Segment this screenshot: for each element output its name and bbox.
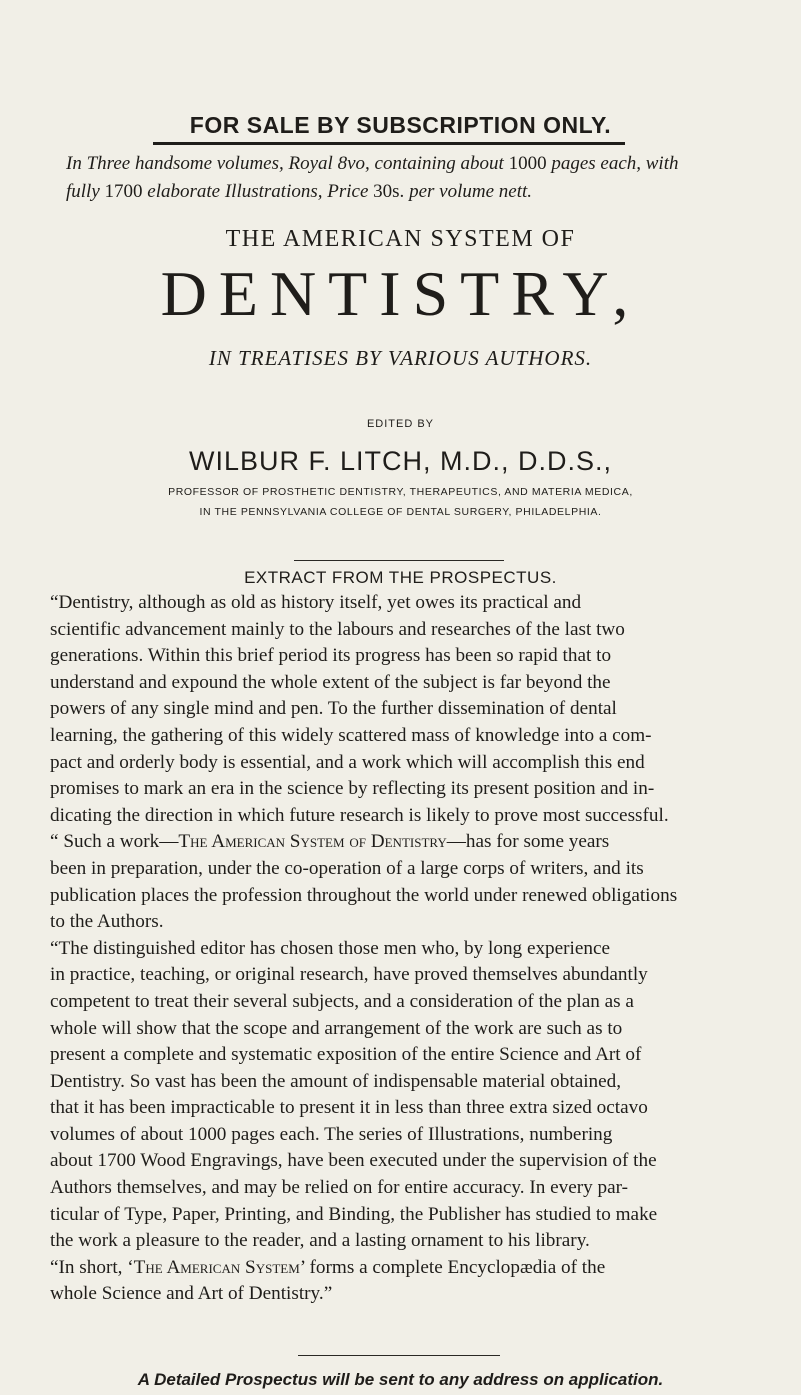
text-line: ticular of Type, Paper, Printing, and Binding, the Publisher has studied to make [50, 1203, 658, 1225]
text-line: dicating the direction in which future research is likely to prove most successful. [50, 804, 669, 826]
book-title: DENTISTRY, [160, 258, 641, 329]
text-line [50, 1255, 750, 1282]
editor-credential-2: IN THE PENNSYLVANIA COLLEGE OF DENTAL SURGERY, PHILADELPHIA. [199, 506, 602, 518]
page-heading: FOR SALE BY SUBSCRIPTION ONLY. [189, 112, 612, 138]
text-line: about 1700 Wood Engravings, have been executed under the supervision of the [50, 1150, 657, 1172]
text-line: understand and expound the whole extent of the subject is far beyond the [50, 671, 611, 693]
text-line: “Dentistry, although as old as history itself, yet owes its practical and [50, 592, 582, 613]
intro-description [66, 150, 756, 206]
footer-divider [298, 1355, 500, 1356]
text-line: learning, the gathering of this widely scattered mass of knowledge into a com- [50, 724, 652, 746]
book-name-smallcaps: The American System [133, 1256, 300, 1278]
text-span: “ Such a work— [50, 831, 179, 853]
text-line: the work a pleasure to the reader, and a lasting ornament to his library. [50, 1230, 590, 1252]
text-line: that it has been impracticable to present it in less than three extra sized octavo [50, 1097, 648, 1119]
text-line: Authors themselves, and may be relied on for entire accuracy. In every par- [50, 1177, 629, 1199]
intro-text: fully [66, 181, 105, 202]
text-line: publication places the profession throughout the world under renewed obligations [50, 884, 678, 906]
book-name-smallcaps: The American System of Dentistry [178, 831, 447, 853]
intro-text: per volume nett. [404, 181, 532, 202]
text-line: in practice, teaching, or original research, have proved themselves abundantly [50, 964, 648, 986]
text-line: generations. Within this brief period its progress has been so rapid that to [50, 645, 612, 667]
intro-text: In Three handsome volumes, Royal 8vo, containing about [66, 153, 509, 174]
intro-text: elaborate Illustrations, Price [142, 181, 374, 202]
editor-name: WILBUR F. LITCH, M.D., D.D.S., [188, 446, 613, 476]
intro-line-2 [66, 178, 756, 206]
text-line: volumes of about 1000 pages each. The series of Illustrations, numbering [50, 1123, 613, 1145]
text-line: Dentistry. So vast has been the amount of indispensable material obtained, [50, 1070, 622, 1092]
text-line: present a complete and systematic exposition of the entire Science and Art of [50, 1044, 642, 1066]
book-subtitle: THE AMERICAN SYSTEM OF [225, 226, 576, 252]
price: 30s. [373, 181, 405, 202]
paragraph-3 [50, 936, 750, 1255]
text-line: powers of any single mind and pen. To the further dissemination of dental [50, 698, 617, 720]
text-line: competent to treat their several subjects, and a consideration of the plan as a [50, 990, 634, 1012]
page-count: 1000 [508, 153, 547, 174]
text-line: to the Authors. [50, 911, 164, 933]
text-span: ’ forms a complete Encyclopædia of the [299, 1256, 606, 1278]
text-line: been in preparation, under the co-operation of a large corps of writers, and its [50, 857, 644, 879]
text-line: scientific advancement mainly to the labours and researches of the last two [50, 618, 625, 640]
footer-note: A Detailed Prospectus will be sent to any address on application. [137, 1370, 664, 1389]
text-span: —has for some years [446, 831, 610, 853]
text-line: whole Science and Art of Dentistry.” [50, 1283, 333, 1305]
paragraph-2 [50, 829, 750, 935]
heading-rule [153, 142, 625, 145]
section-divider [294, 560, 504, 561]
intro-text: pages each, with [546, 153, 679, 174]
text-line [50, 829, 750, 856]
treatise-line: IN TREATISES BY VARIOUS AUTHORS. [208, 346, 593, 370]
paragraph-1 [50, 590, 750, 829]
illustration-count: 1700 [104, 181, 143, 202]
paragraph-4 [50, 1255, 750, 1308]
editor-credential-1: PROFESSOR OF PROSTHETIC DENTISTRY, THERAPEUTICS, AND MATERIA MEDICA, [168, 486, 633, 498]
prospectus-extract [50, 590, 750, 1308]
text-line: pact and orderly body is essential, and a work which will accomplish this end [50, 751, 645, 773]
text-line: “The distinguished editor has chosen those men who, by long experience [50, 937, 611, 959]
text-line: promises to mark an era in the science by reflecting its present position and in- [50, 778, 655, 800]
text-span: “In short, ‘ [50, 1256, 134, 1278]
intro-line-1 [66, 150, 756, 178]
edited-by-label: EDITED BY [366, 418, 435, 430]
extract-heading: EXTRACT FROM THE PROSPECTUS. [244, 568, 557, 587]
text-line: whole will show that the scope and arrangement of the work are such as to [50, 1017, 623, 1039]
